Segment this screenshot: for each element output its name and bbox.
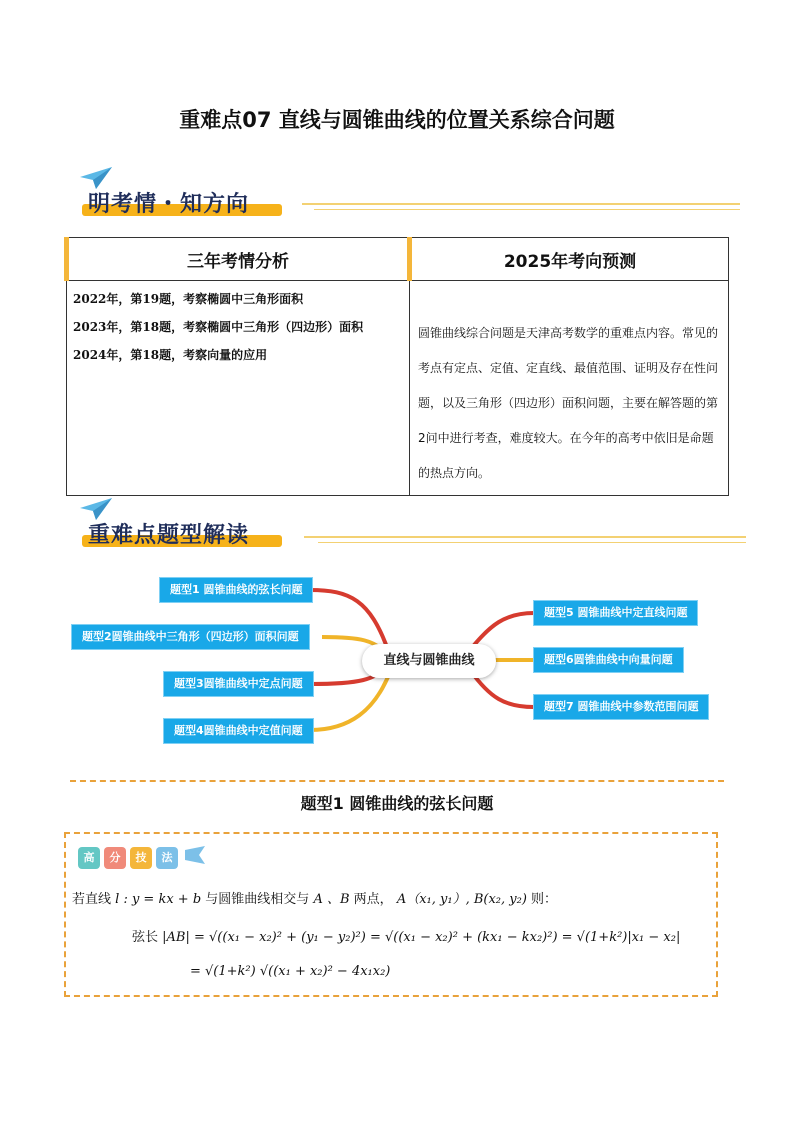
exam-item: 2023年，第18题，考察椭圆中三角形（四边形）面积 [73, 320, 364, 334]
mindmap-node-type4: 题型4圆锥曲线中定值问题 [164, 719, 313, 743]
section-heading: 重难点题型解读 [88, 523, 250, 548]
table-header-left: 三年考情分析 [67, 238, 410, 281]
divider [302, 203, 740, 205]
dashed-divider [70, 780, 724, 782]
chord-intro-line [72, 888, 557, 907]
section-heading: 明考情・知方向 [88, 192, 250, 217]
page-title: 重难点07 直线与圆锥曲线的位置关系综合问题 [179, 108, 615, 132]
exam-history-cell [67, 281, 410, 496]
text: 若直线 [72, 892, 112, 907]
table-header-right: 2025年考向预测 [410, 238, 729, 281]
chord-label: 弦长 [132, 930, 159, 945]
high-score-technique-badge [78, 846, 205, 869]
exam-analysis-table [64, 237, 729, 496]
section-header-question-types [74, 496, 754, 556]
mindmap-node-type7: 题型7 圆锥曲线中参数范围问题 [534, 695, 708, 719]
points-label: A 、B [313, 892, 350, 907]
exam-item: 2024年，第18题，考察向量的应用 [73, 348, 268, 362]
exam-item: 2022年，第19题，考察椭圆中三角形面积 [73, 292, 304, 306]
badge-char: 分 [104, 847, 126, 869]
chord-formula: |AB| = √((x₁ − x₂)² + (y₁ − y₂)²) = √((x₁ − x₂)² + (kx₁ − kx₂)²) = √(1+k²)|x₁ − x₂| [162, 930, 681, 945]
text: 两点， [353, 892, 393, 907]
divider [314, 209, 740, 210]
badge-char: 技 [130, 847, 152, 869]
prediction-cell: 圆锥曲线综合问题是天津高考数学的重难点内容。常见的考点有定点、定值、定直线、最值范围、证明及存在性问题，以及三角形（四边形）面积问题，主要在解答题的第2问中进行考查，难度较大。在今年的高考中依旧是命题的热点方向。 [410, 281, 729, 496]
ribbon-icon [185, 846, 205, 864]
mindmap-node-type1: 题型1 圆锥曲线的弦长问题 [160, 578, 312, 602]
mindmap-center: 直线与圆锥曲线 [362, 644, 496, 678]
type1-title: 题型1 圆锥曲线的弦长问题 [300, 794, 494, 813]
mindmap-node-type6: 题型6圆锥曲线中向量问题 [534, 648, 683, 672]
section-header-exam-analysis [74, 165, 754, 225]
mindmap-node-type3: 题型3圆锥曲线中定点问题 [164, 672, 313, 696]
line-equation: l : y = kx + b [115, 892, 202, 907]
text: 则： [531, 892, 558, 907]
chord-formula-continued: = √(1+k²) √((x₁ + x₂)² − 4x₁x₂) [190, 964, 391, 979]
mindmap-node-type5: 题型5 圆锥曲线中定直线问题 [534, 601, 697, 625]
point-coordinates: A（x₁, y₁）, B(x₂, y₂) [396, 892, 527, 907]
chord-formula-line [132, 926, 680, 945]
badge-char: 高 [78, 847, 100, 869]
divider [318, 542, 746, 543]
text: 与圆锥曲线相交与 [205, 892, 310, 907]
mindmap-node-type2: 题型2圆锥曲线中三角形（四边形）面积问题 [72, 625, 309, 649]
divider [304, 536, 746, 538]
badge-char: 法 [156, 847, 178, 869]
